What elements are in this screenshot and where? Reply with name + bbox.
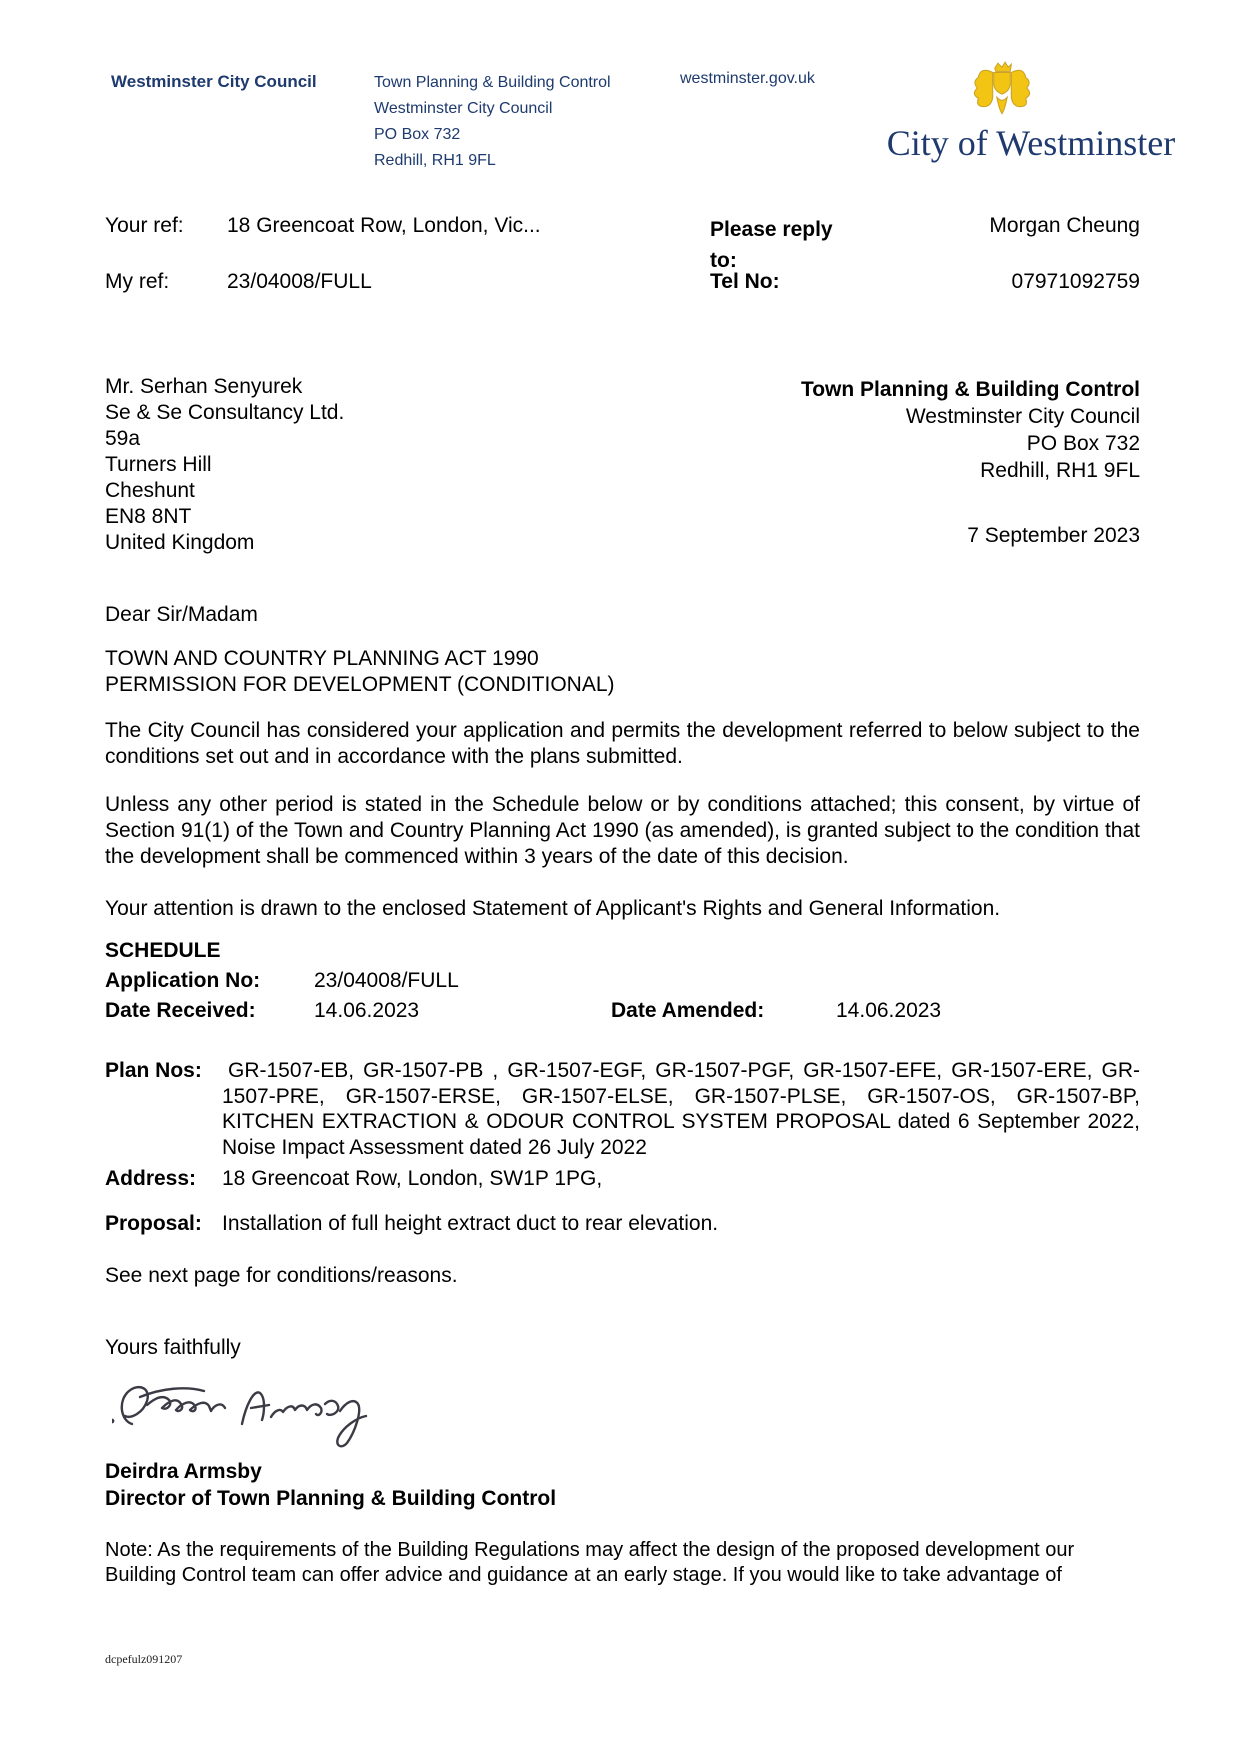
- my-ref-value: 23/04008/FULL: [227, 270, 372, 293]
- addressee-line: EN8 8NT: [105, 505, 192, 528]
- addressee-line: Turners Hill: [105, 453, 212, 476]
- valediction: Yours faithfully: [105, 1336, 241, 1359]
- addressee-line: Cheshunt: [105, 479, 195, 502]
- plan-nos-label: Plan Nos:: [105, 1059, 202, 1082]
- signatory-name: Deirdra Armsby: [105, 1460, 262, 1483]
- addressee-line: United Kingdom: [105, 531, 255, 554]
- next-page-note: See next page for conditions/reasons.: [105, 1264, 458, 1287]
- masthead-council-name: Westminster City Council: [111, 72, 317, 91]
- body-paragraph-3: Your attention is drawn to the enclosed Statement of Applicant's Rights and General Information.: [105, 897, 1001, 920]
- masthead-dept-line: PO Box 732: [374, 126, 461, 143]
- tel-label: Tel No:: [710, 270, 780, 293]
- your-ref-label: Your ref:: [105, 214, 184, 237]
- proposal-value: Installation of full height extract duct to rear elevation.: [222, 1212, 719, 1235]
- application-no-row: [105, 969, 1140, 997]
- masthead-dept-line: Redhill, RH1 9FL: [374, 152, 496, 169]
- dates-row: [105, 999, 1140, 1027]
- logo-caption: City of Westminster: [886, 123, 1176, 163]
- masthead-dept-address: [374, 70, 611, 174]
- signatory-block: [105, 1458, 556, 1512]
- reply-to-label: Please reply to:: [710, 218, 833, 272]
- salutation: Dear Sir/Madam: [105, 603, 258, 626]
- proposal-label: Proposal:: [105, 1212, 202, 1235]
- doc-code: dcpefulz091207: [105, 1652, 183, 1666]
- sender-line: PO Box 732: [1026, 432, 1140, 455]
- masthead-dept-line: Westminster City Council: [374, 100, 553, 117]
- plan-nos-value: GR-1507-EB, GR-1507-PB , GR-1507-EGF, GR-1507-PGF, GR-1507-EFE, GR-1507-ERE, GR-1507-PRE, GR-1507-ERSE, GR-1507-ELSE, GR-1507-PLSE, GR-1507-OS, GR-1507-BP, KITCHEN EXTRACTION & ODOUR CONTROL SYSTEM PROPOSAL dated 6 September 2022, Noise Impact Assessment dated 26 July 2022: [222, 1059, 1140, 1159]
- addressee-line: 59a: [105, 427, 141, 450]
- application-no-value: 23/04008/FULL: [314, 969, 459, 992]
- note-paragraph: Note: As the requirements of the Building Regulations may affect the design of the proposed development our Building Control team can offer advice and guidance at an early stage. If you would like to take advantage of: [105, 1539, 1075, 1586]
- my-ref-label: My ref:: [105, 270, 170, 293]
- reply-to-value: Morgan Cheung: [989, 214, 1140, 237]
- sender-line: Westminster City Council: [905, 405, 1140, 428]
- masthead-dept-line: Town Planning & Building Control: [374, 74, 611, 91]
- subject-line-2: PERMISSION FOR DEVELOPMENT (CONDITIONAL): [105, 673, 615, 696]
- sender-dept: Town Planning & Building Control: [800, 378, 1140, 401]
- date-amended-value: 14.06.2023: [836, 999, 942, 1022]
- sender-block: [640, 376, 1140, 484]
- tel-value: 07971092759: [1011, 270, 1140, 293]
- addressee-line: Se & Se Consultancy Ltd.: [105, 401, 345, 424]
- your-ref-value: 18 Greencoat Row, London, Vic...: [227, 214, 541, 237]
- westminster-crest-icon: [970, 60, 1034, 120]
- sender-line: Redhill, RH1 9FL: [980, 459, 1140, 482]
- signature-script: [112, 1360, 392, 1464]
- address-value: 18 Greencoat Row, London, SW1P 1PG,: [222, 1167, 603, 1190]
- body-paragraph-1: The City Council has considered your application and permits the development referred to below subject to the conditions set out and in accordance with the plans submitted.: [105, 719, 1140, 768]
- addressee-block: [105, 374, 344, 556]
- website-text: westminster.gov.uk: [680, 70, 815, 87]
- application-no-label: Application No:: [105, 969, 261, 992]
- subject-block: [105, 646, 615, 698]
- subject-line-1: TOWN AND COUNTRY PLANNING ACT 1990: [105, 647, 539, 670]
- schedule-title: SCHEDULE: [105, 939, 221, 962]
- letter-date: 7 September 2023: [967, 524, 1140, 547]
- address-label: Address:: [105, 1167, 197, 1190]
- signatory-title: Director of Town Planning & Building Control: [105, 1487, 557, 1510]
- body-paragraph-2: Unless any other period is stated in the Schedule below or by conditions attached; this consent, by virtue of Section 91(1) of the Town and Country Planning Act 1990 (as amended), is granted subject to the condition that the development shall be commenced within 3 years of the date of this decision.: [105, 793, 1140, 868]
- date-received-value: 14.06.2023: [314, 999, 420, 1022]
- date-amended-label: Date Amended:: [611, 999, 765, 1022]
- addressee-line: Mr. Serhan Senyurek: [105, 375, 303, 398]
- date-received-label: Date Received:: [105, 999, 256, 1022]
